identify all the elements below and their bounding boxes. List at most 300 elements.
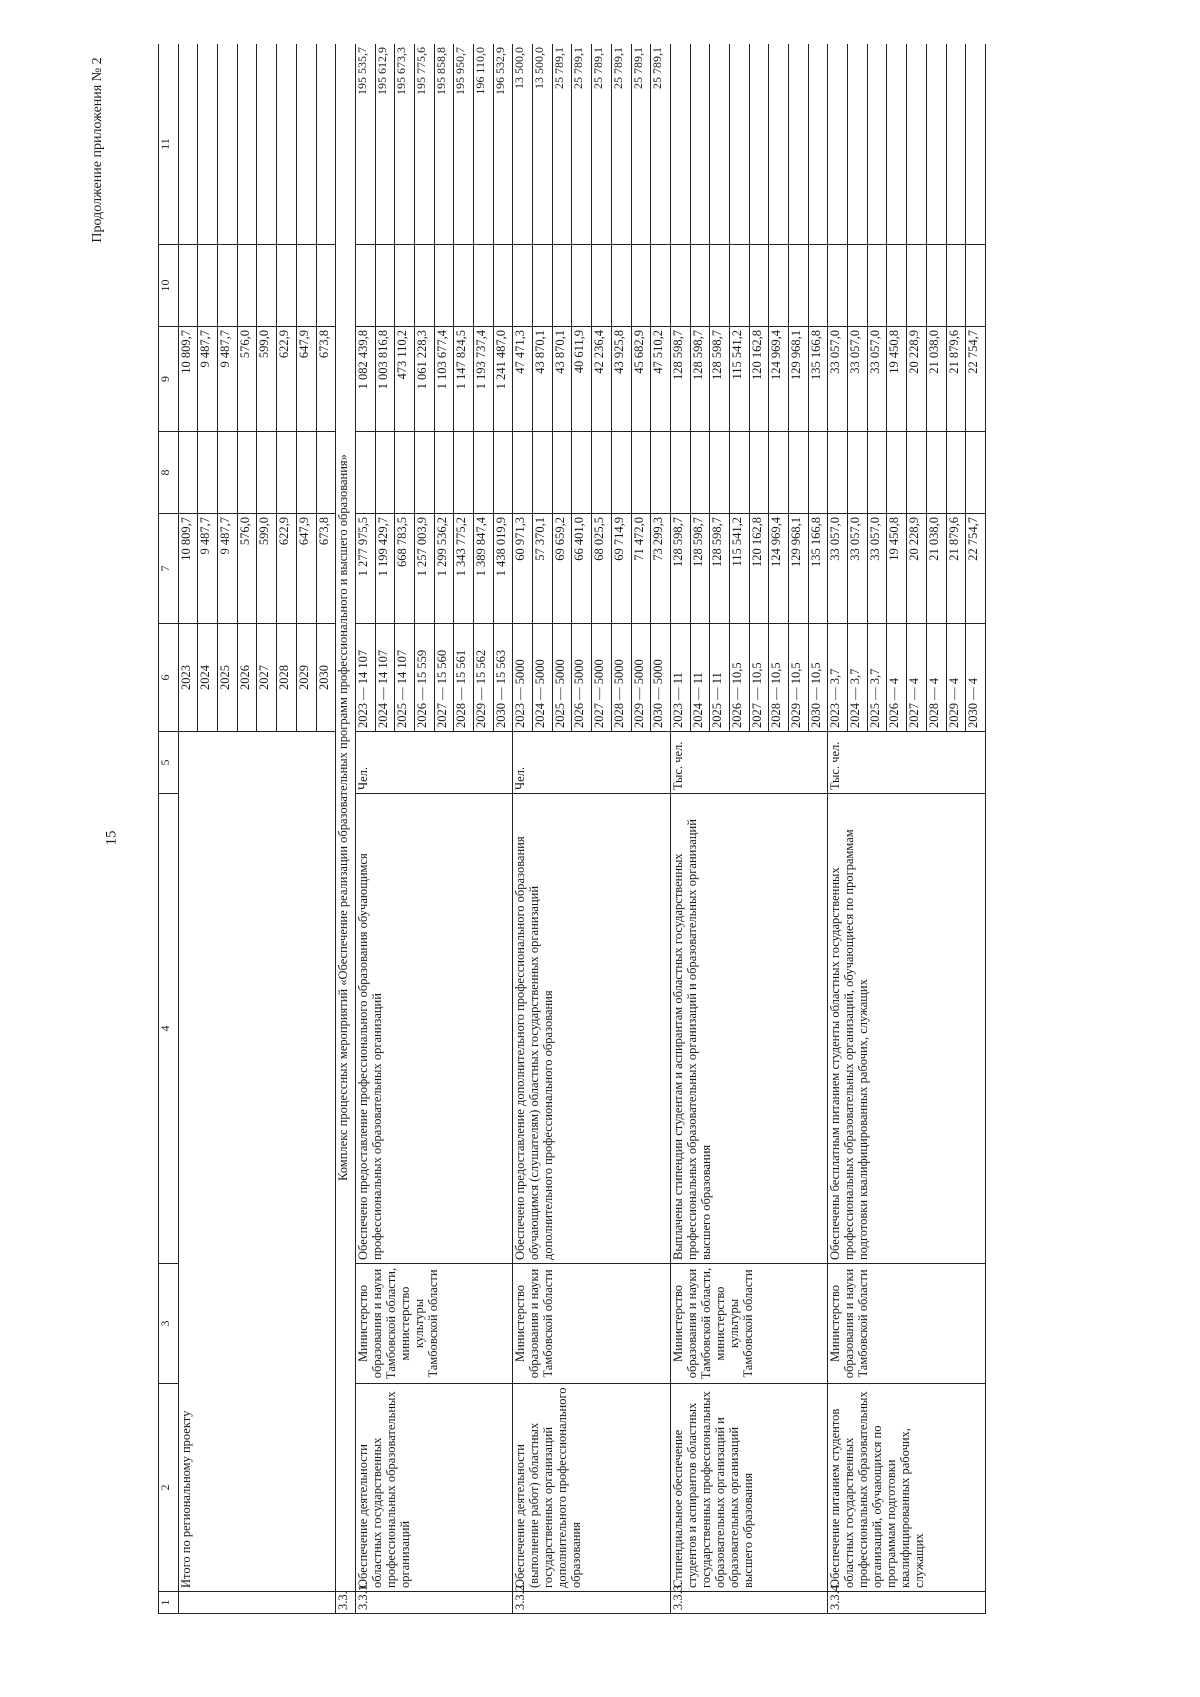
amount-col9-cell: 135 166,8 [808,327,828,432]
target-value: 5000 [552,659,567,685]
amount-col11-cell [887,44,907,245]
amount-col11-cell: 195 858,8 [434,44,454,245]
amount-col11-cell [296,44,316,245]
amount-total-cell: 73 299,3 [651,514,671,624]
year-value-cell [808,624,828,732]
amount-col9-cell: 1 003 816,8 [375,327,395,432]
amount-total-cell: 1 299 536,2 [434,514,454,624]
year-cell: 2029 [296,624,316,732]
amount-col10-cell [769,245,789,327]
appendix-table [158,44,986,1614]
amount-col10-cell [966,245,986,327]
year-value-cell [474,624,494,732]
target-value: 4 [966,678,981,685]
amount-total-cell: 115 541,2 [729,514,749,624]
year-value-cell [631,624,651,732]
amount-col8-cell [533,432,553,514]
amount-col11-cell [257,44,277,245]
amount-col8-cell [218,432,238,514]
section-title: Комплекс процессных мероприятий «Обеспечение реализации образовательных программ профессионального и высшего образования» [336,44,356,1592]
amount-total-cell: 135 166,8 [808,514,828,624]
dash-separator: — [513,684,528,703]
amount-col8-cell [651,432,671,514]
target-value: 3,7 [828,668,843,685]
dash-separator: — [789,684,803,703]
amount-col10-cell [434,245,454,327]
amount-col10-cell [651,245,671,327]
year-label: 2023 [513,703,528,728]
item-executor: Министерство образования и науки Тамбовской области, министерство культуры Тамбовской области [355,1264,513,1384]
amount-col9-cell: 124 969,4 [769,327,789,432]
amount-col11-cell [907,44,927,245]
year-label: 2030 [493,703,508,728]
dash-separator: — [355,684,370,703]
dash-separator: — [592,684,607,703]
amount-col8-cell [946,432,966,514]
amount-col8-cell [631,432,651,514]
amount-col11-cell: 196 110,0 [474,44,494,245]
amount-col11-cell: 25 789,1 [651,44,671,245]
year-label: 2027 [592,703,607,728]
item-name: Стипендиальное обеспечение студентов и аспирантов областных государственных профессиональных образовательных организаций и образовательных организаций высшего образования [670,1384,828,1592]
col-header: 11 [159,44,179,245]
dash-separator: — [749,684,764,703]
year-label: 2027 [907,703,922,728]
col-header: 4 [159,794,179,1264]
amount-col8-cell [513,432,533,514]
amount-col10-cell [237,245,257,327]
year-value-cell [729,624,749,732]
amount-col8-cell [355,432,375,514]
year-value-cell [552,624,572,732]
target-value: 10,5 [769,662,784,685]
year-value-cell [375,624,395,732]
dash-separator: — [533,684,548,703]
table-row [670,44,690,1614]
amount-col8-cell [749,432,769,514]
amount-total-cell: 9 487,7 [218,514,238,624]
dash-separator: — [434,684,449,703]
table-rotated-frame [158,44,1186,1614]
amount-col10-cell [218,245,238,327]
amount-total-cell: 60 971,3 [513,514,533,624]
amount-col10-cell [395,245,415,327]
amount-col11-cell: 195 612,9 [375,44,395,245]
regional-total-label: Итого по региональному проекту [178,732,336,1592]
amount-col9-cell: 22 754,7 [966,327,986,432]
amount-col9-cell: 673,8 [316,327,336,432]
year-label: 2025 [867,703,882,728]
amount-col10-cell [592,245,612,327]
amount-col10-cell [808,245,828,327]
year-label: 2023 [355,703,370,728]
amount-col9-cell: 47 471,3 [513,327,533,432]
amount-col8-cell [414,432,434,514]
year-value-cell [710,624,730,732]
year-label: 2026 [414,703,429,728]
col-header: 9 [159,327,179,432]
amount-total-cell: 69 714,9 [611,514,631,624]
item-number: 3.3.3. [670,1592,828,1614]
table-row [828,44,848,1614]
item-unit: Чел. [513,732,671,794]
target-value: 14 107 [355,649,370,685]
amount-col9-cell: 1 061 228,3 [414,327,434,432]
amount-col11-cell: 13 500,0 [513,44,533,245]
dash-separator: — [710,684,725,703]
year-label: 2028 [454,703,469,728]
amount-col11-cell [749,44,769,245]
target-value: 5000 [651,659,666,685]
amount-col11-cell [848,44,868,245]
dash-separator: — [651,684,666,703]
item-executor: Министерство образования и науки Тамбовской области [513,1264,671,1384]
amount-total-cell: 128 598,7 [690,514,710,624]
target-value: 14 107 [395,649,410,685]
item-name: Обеспечение деятельности (выполнение работ) областных государственных организаций дополнительного профессионального образования [513,1384,671,1592]
year-label: 2028 [769,703,784,728]
dash-separator: — [729,684,744,703]
target-value: 11 [690,672,705,685]
amount-col9-cell: 33 057,0 [848,327,868,432]
amount-total-cell: 57 370,1 [533,514,553,624]
year-value-cell [414,624,434,732]
amount-col9-cell: 1 147 824,5 [454,327,474,432]
amount-col9-cell: 33 057,0 [828,327,848,432]
amount-col8-cell [395,432,415,514]
year-label: 2023 [670,703,685,728]
col-header: 7 [159,514,179,624]
year-label: 2025 [710,703,725,728]
year-label: 2023 [828,703,843,728]
year-value-cell [454,624,474,732]
amount-col11-cell: 25 789,1 [592,44,612,245]
year-value-cell [926,624,946,732]
amount-col10-cell [710,245,730,327]
dash-separator: — [887,684,902,703]
col-header: 1 [159,1592,179,1614]
amount-col8-cell [454,432,474,514]
amount-total-cell: 673,8 [316,514,336,624]
item-number: 3.3.2. [513,1592,671,1614]
amount-col9-cell: 128 598,7 [670,327,690,432]
dash-separator: — [474,684,488,703]
item-unit: Тыс. чел. [670,732,828,794]
amount-col11-cell [808,44,828,245]
year-label: 2029 [631,703,646,728]
amount-total-cell: 69 659,2 [552,514,572,624]
amount-col8-cell [296,432,316,514]
amount-total-cell: 120 162,8 [749,514,769,624]
item-name: Обеспечение деятельности областных государственных профессиональных образовательных организаций [355,1384,513,1592]
amount-total-cell: 66 401,0 [572,514,592,624]
target-value: 10,5 [808,662,823,685]
item-executor: Министерство образования и науки Тамбовской области [828,1264,986,1384]
year-label: 2027 [434,703,449,728]
amount-col8-cell [926,432,946,514]
amount-col8-cell [729,432,749,514]
item-number: 3.3.4. [828,1592,986,1614]
dash-separator: — [611,684,626,703]
amount-col11-cell: 25 789,1 [552,44,572,245]
year-value-cell [828,624,848,732]
year-label: 2028 [926,703,941,728]
amount-col10-cell [690,245,710,327]
amount-col8-cell [277,432,297,514]
amount-col9-cell: 128 598,7 [710,327,730,432]
amount-col9-cell: 43 870,1 [533,327,553,432]
amount-col11-cell: 25 789,1 [572,44,592,245]
amount-col9-cell: 9 487,7 [198,327,218,432]
amount-col8-cell [966,432,986,514]
amount-col10-cell [178,245,198,327]
amount-col8-cell [316,432,336,514]
amount-col9-cell: 20 228,9 [907,327,927,432]
dash-separator: — [848,684,863,703]
amount-col11-cell [828,44,848,245]
amount-col10-cell [454,245,474,327]
amount-col11-cell [946,44,966,245]
year-cell: 2023 [178,624,198,732]
amount-col9-cell: 40 611,9 [572,327,592,432]
amount-col11-cell [218,44,238,245]
amount-col11-cell [710,44,730,245]
amount-col11-cell [316,44,336,245]
continuation-caption: Продолжение приложения № 2 [90,57,105,243]
amount-col8-cell [198,432,218,514]
amount-col8-cell [375,432,395,514]
amount-col10-cell [375,245,395,327]
amount-col8-cell [474,432,494,514]
year-label: 2028 [611,703,626,728]
amount-col8-cell [867,432,887,514]
amount-col8-cell [690,432,710,514]
amount-col10-cell [946,245,966,327]
amount-col10-cell [887,245,907,327]
amount-col10-cell [611,245,631,327]
item-number: 3.3.1. [355,1592,513,1614]
dash-separator: — [867,684,882,703]
target-value: 4 [946,678,961,685]
dash-separator: — [946,684,961,703]
amount-col9-cell: 9 487,7 [218,327,238,432]
item-unit: Тыс. чел. [828,732,986,794]
amount-col10-cell [729,245,749,327]
amount-col10-cell [513,245,533,327]
target-value: 5000 [533,659,548,685]
dash-separator: — [572,684,587,703]
col-header: 8 [159,432,179,514]
year-value-cell [946,624,966,732]
amount-col9-cell: 120 162,8 [749,327,769,432]
amount-col11-cell [867,44,887,245]
col-header: 5 [159,732,179,794]
amount-col9-cell: 115 541,2 [729,327,749,432]
year-cell: 2028 [277,624,297,732]
year-value-cell [651,624,671,732]
amount-col10-cell [316,245,336,327]
year-label: 2024 [533,703,548,728]
target-value: 5000 [572,659,587,685]
target-value: 15 561 [454,649,469,685]
amount-col9-cell: 1 193 737,4 [474,327,494,432]
amount-total-cell: 22 754,7 [966,514,986,624]
amount-col10-cell [355,245,375,327]
amount-col8-cell [237,432,257,514]
target-value: 4 [907,678,922,685]
year-label: 2025 [552,703,567,728]
amount-col8-cell [710,432,730,514]
page-number: 15 [103,830,120,846]
year-label: 2025 [395,703,410,728]
dash-separator: — [828,684,843,703]
amount-col9-cell: 1 241 487,0 [493,327,513,432]
amount-col8-cell [493,432,513,514]
year-value-cell [592,624,612,732]
target-value: 11 [710,672,725,685]
target-value: 10,5 [789,662,803,685]
amount-col9-cell: 42 236,4 [592,327,612,432]
amount-total-cell: 10 809,7 [178,514,198,624]
dash-separator: — [414,684,429,703]
year-label: 2029 [474,703,488,728]
year-value-cell [867,624,887,732]
amount-total-cell: 124 969,4 [769,514,789,624]
amount-col9-cell: 1 103 677,4 [434,327,454,432]
item-unit: Чел. [355,732,513,794]
dash-separator: — [395,684,410,703]
amount-col10-cell [572,245,592,327]
amount-col11-cell [670,44,690,245]
amount-col11-cell: 25 789,1 [611,44,631,245]
amount-col11-cell [729,44,749,245]
year-label: 2027 [749,703,764,728]
target-value: 5000 [592,659,607,685]
target-value: 15 560 [434,649,449,685]
amount-total-cell: 20 228,9 [907,514,927,624]
year-cell: 2025 [218,624,238,732]
amount-col9-cell: 599,0 [257,327,277,432]
amount-total-cell: 1 389 847,4 [474,514,494,624]
dash-separator: — [454,684,469,703]
dash-separator: — [552,684,567,703]
amount-col10-cell [867,245,887,327]
amount-col11-cell [690,44,710,245]
amount-total-cell: 21 879,6 [946,514,966,624]
amount-col8-cell [828,432,848,514]
amount-col10-cell [493,245,513,327]
year-label: 2029 [789,703,803,728]
year-cell: 2027 [257,624,277,732]
target-value: 15 563 [493,649,508,685]
amount-col8-cell [848,432,868,514]
amount-col8-cell [887,432,907,514]
target-value: 3,7 [867,668,882,685]
amount-total-cell: 647,9 [296,514,316,624]
amount-col9-cell: 21 879,6 [946,327,966,432]
col-header: 3 [159,1264,179,1384]
table-row [513,44,533,1614]
amount-total-cell: 599,0 [257,514,277,624]
amount-col11-cell: 195 950,7 [454,44,474,245]
year-value-cell [789,624,809,732]
amount-total-cell: 128 598,7 [670,514,690,624]
amount-total-cell: 33 057,0 [828,514,848,624]
year-label: 2026 [572,703,587,728]
target-value: 4 [926,678,941,685]
col-header: 6 [159,624,179,732]
year-label: 2030 [966,703,981,728]
dash-separator: — [907,684,922,703]
section-number: 3.3. [336,1592,356,1614]
dash-separator: — [926,684,941,703]
amount-col9-cell: 33 057,0 [867,327,887,432]
year-cell: 2026 [237,624,257,732]
amount-col10-cell [552,245,572,327]
target-value: 5000 [611,659,626,685]
amount-col9-cell: 19 450,8 [887,327,907,432]
amount-col8-cell [552,432,572,514]
item-name: Обеспечение питанием студентов областных государственных профессиональных образовательных организаций, обучающихся по программам подготовки квалифицированных рабочих, служащих [828,1384,986,1592]
target-value: 15 562 [474,649,488,685]
item-result: Обеспечено предоставление профессионального образования обучающимся профессиональных образовательных организаций [355,794,513,1264]
year-cell: 2030 [316,624,336,732]
year-value-cell [395,624,415,732]
amount-col11-cell [178,44,198,245]
amount-col10-cell [926,245,946,327]
item-result: Обеспечено предоставление дополнительного профессионального образования обучающимся (слушателям) областных государственных организаций дополнительного профессионального образования [513,794,671,1264]
column-number-row [159,44,179,1614]
amount-col10-cell [414,245,434,327]
amount-col9-cell: 47 510,2 [651,327,671,432]
amount-col9-cell: 129 968,1 [789,327,809,432]
target-value: 5000 [513,659,528,685]
year-value-cell [513,624,533,732]
amount-total-cell: 1 257 003,9 [414,514,434,624]
dash-separator: — [690,684,705,703]
amount-col10-cell [749,245,769,327]
amount-col9-cell: 10 809,7 [178,327,198,432]
amount-col10-cell [848,245,868,327]
amount-total-cell: 128 598,7 [710,514,730,624]
amount-total-cell: 622,9 [277,514,297,624]
amount-col11-cell [277,44,297,245]
year-value-cell [749,624,769,732]
amount-col10-cell [277,245,297,327]
target-value: 4 [887,678,902,685]
amount-col11-cell [966,44,986,245]
year-label: 2026 [729,703,744,728]
year-label: 2030 [651,703,666,728]
year-value-cell [848,624,868,732]
target-value: 14 107 [375,649,390,685]
year-value-cell [690,624,710,732]
amount-col10-cell [670,245,690,327]
col-header: 2 [159,1384,179,1592]
year-value-cell [355,624,375,732]
year-label: 2024 [375,703,390,728]
year-value-cell [907,624,927,732]
amount-total-cell: 71 472,0 [631,514,651,624]
amount-col9-cell: 43 925,8 [611,327,631,432]
amount-col10-cell [257,245,277,327]
amount-total-cell: 33 057,0 [848,514,868,624]
amount-col8-cell [434,432,454,514]
year-value-cell [966,624,986,732]
amount-col10-cell [907,245,927,327]
amount-col10-cell [198,245,218,327]
year-value-cell [887,624,907,732]
